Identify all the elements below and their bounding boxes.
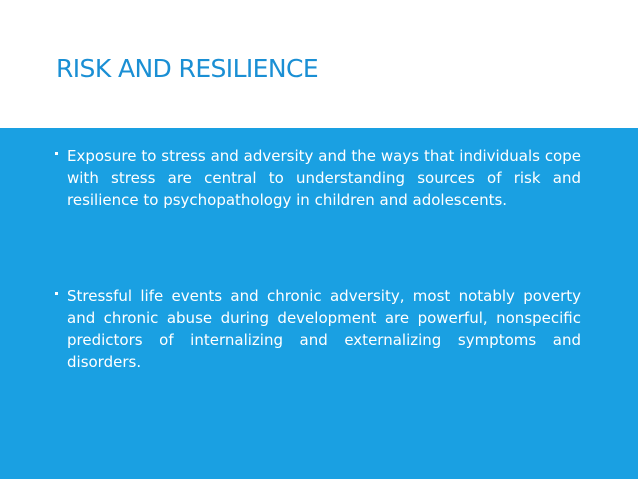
bullet-text: Exposure to stress and adversity and the ways that individuals cope with stress are central to understanding sources of risk and resilience to psychopathology in children and adolescents. <box>67 147 581 209</box>
bullet-square-icon <box>55 292 58 295</box>
title-area <box>0 0 638 128</box>
bullet-item <box>55 145 585 211</box>
bullet-text: Stressful life events and chronic adversity, most notably poverty and chronic abuse during development are powerful, nonspecific predictors of internalizing and externalizing symptoms and disorders. <box>67 287 581 371</box>
bullet-item <box>55 285 585 373</box>
slide-title: RISK AND RESILIENCE <box>56 54 319 83</box>
bullet-square-icon <box>55 152 58 155</box>
